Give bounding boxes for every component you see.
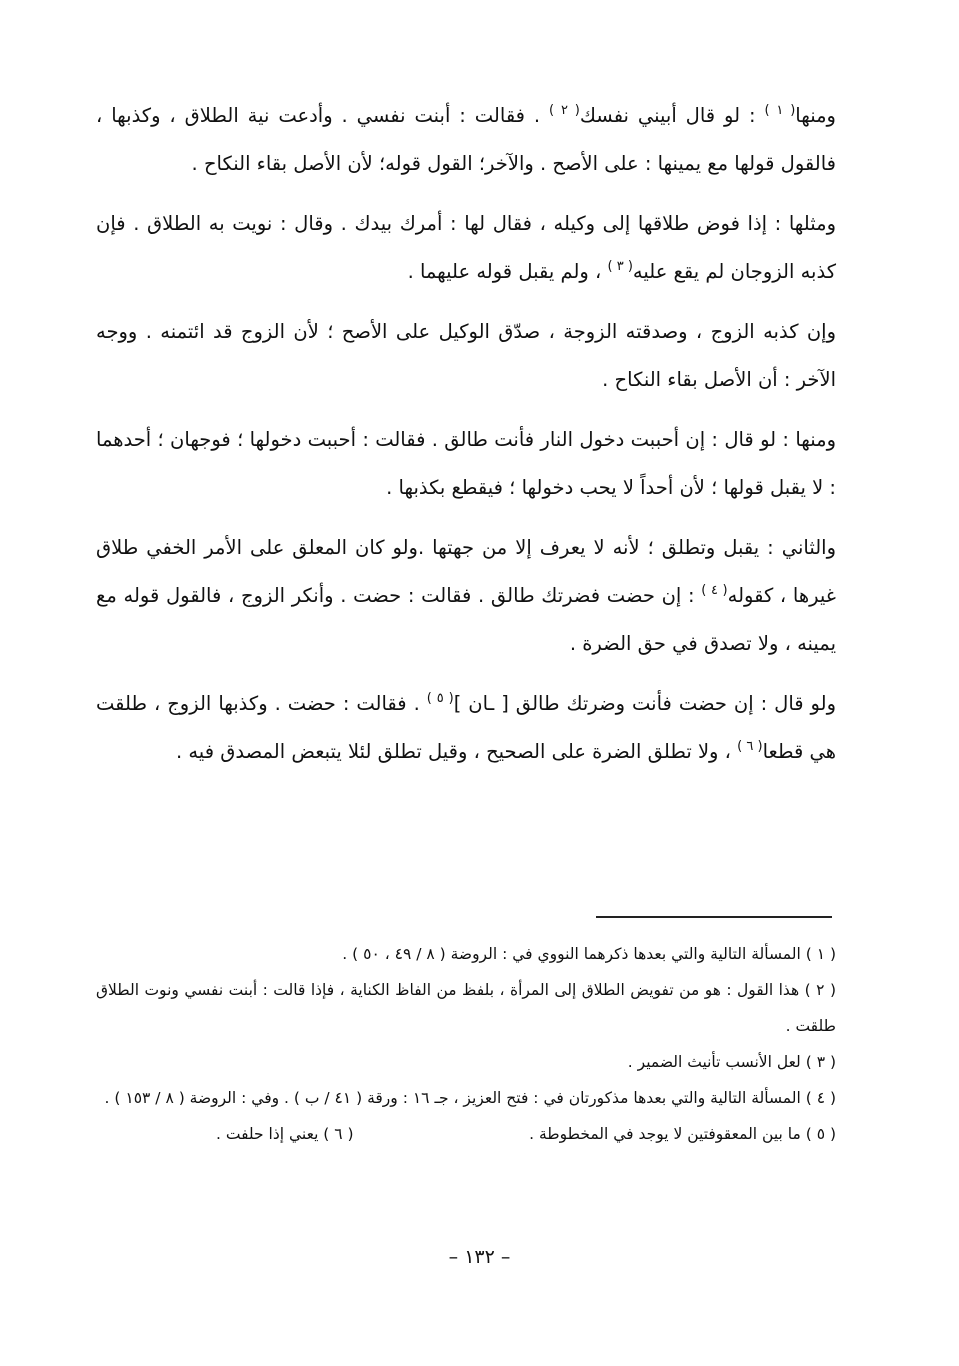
footnote-marker: ( ٣ ) xyxy=(607,259,633,274)
footnote-2: ( ٢ ) هذا القول : هو من تفويض الطلاق إلى المرأة ، بلفظ من الفاظ الكناية ، فإذا قالت : أبنت نفسي ونوت الطلاق طلقت . xyxy=(96,981,836,1035)
text-run: وإن كذبه الزوج ، وصدقته الزوجة ، صدّق الوكيل على الأصح ؛ لأن الزوج قد ائتمنه . ووجه الآخر : أن الأصل بقاء النكاح . xyxy=(96,320,836,391)
paragraph xyxy=(96,92,836,188)
footnotes xyxy=(96,936,836,1152)
footnote-marker: ( ٦ ) xyxy=(737,739,763,754)
footnote-6: ( ٦ ) يعني إذا حلفت . xyxy=(216,1125,354,1143)
footnote-row xyxy=(96,1116,836,1152)
text-run: ، ولم يقبل قوله عليهما . xyxy=(407,260,608,283)
main-text xyxy=(96,92,836,788)
text-run: والثاني : يقبل وتطلق ؛ لأنه لا يعرف إلا من جهتها .ولو كان المعلق على الأمر الخفي طلاق غيرها ، كقوله xyxy=(96,536,836,607)
text-run: : لو قال أبيني نفسك xyxy=(579,104,765,127)
text-run: : إن حضت فضرتك طالق . فقالت : حضت . وأنكر الزوج ، فالقول قوله مع يمينه ، ولا تصدق في حق الضرة . xyxy=(96,584,836,655)
text-run: . فقالت : أبنت نفسي . وأدعت نية الطلاق ، وكذبها ، فالقول قولها مع يمينها : على الأصح . والآخر؛ القول قوله؛ لأن الأصل بقاء النكاح . xyxy=(96,104,836,175)
paragraph xyxy=(96,416,836,512)
footnote-marker: ( ٢ ) xyxy=(549,103,580,118)
page-number: – ١٣٢ – xyxy=(448,1246,511,1268)
text-run: ، ولا تطلق الضرة على الصحيح ، وقيل تطلق لئلا يتبعض المصدق فيه . xyxy=(175,740,738,763)
paragraph xyxy=(96,680,836,776)
text-run: ومثلها : إذا فوض طلاقها إلى وكيله ، فقال لها : أمرك بيدك . وقال : نويت به الطلاق . فإن كذبه الزوجان لم يقع عليه xyxy=(96,212,836,283)
text-run: ومنها : لو قال : إن أحببت دخول النار فأنت طالق . فقالت : أحببت دخولها ؛ فوجهان ؛ أحدهما : لا يقبل قولها ؛ لأن أحداً لا يحب دخولها ؛ فيقطع بكذبها . xyxy=(96,428,836,499)
text-run: ولو قال : إن حضت فأنت وضرتك طالق [ ـان ] xyxy=(453,692,836,715)
footnote-marker: ( ١ ) xyxy=(764,103,796,118)
footnote-4: ( ٤ ) المسألة التالية والتي بعدها مذكورتان في : فتح العزيز ، جـ ١٦ : ورقة ( ٤١ / ب ) . وفي : الروضة ( ٨ / ١٥٣ ) . xyxy=(104,1089,836,1107)
text-run: ومنها xyxy=(795,104,836,127)
footnote-3: ( ٣ ) لعل الأنسب تأنيث الضمير . xyxy=(627,1053,836,1071)
footnote-separator xyxy=(596,916,832,918)
footnote-marker: ( ٤ ) xyxy=(701,583,728,598)
footnote-5: ( ٥ ) ما بين المعقوفتين لا يوجد في المخطوطة . xyxy=(529,1125,836,1143)
footnote-1: ( ١ ) المسألة التالية والتي بعدها ذكرهما النووي في : الروضة ( ٨ / ٤٩ ، ٥٠ ) . xyxy=(342,945,836,963)
paragraph xyxy=(96,524,836,668)
text-run: . فقالت : حضت . وكذبها الزوج ، طلقت هي قطعا xyxy=(96,692,836,763)
paragraph xyxy=(96,308,836,404)
footnote-marker: ( ٥ ) xyxy=(426,691,454,706)
paragraph xyxy=(96,200,836,296)
